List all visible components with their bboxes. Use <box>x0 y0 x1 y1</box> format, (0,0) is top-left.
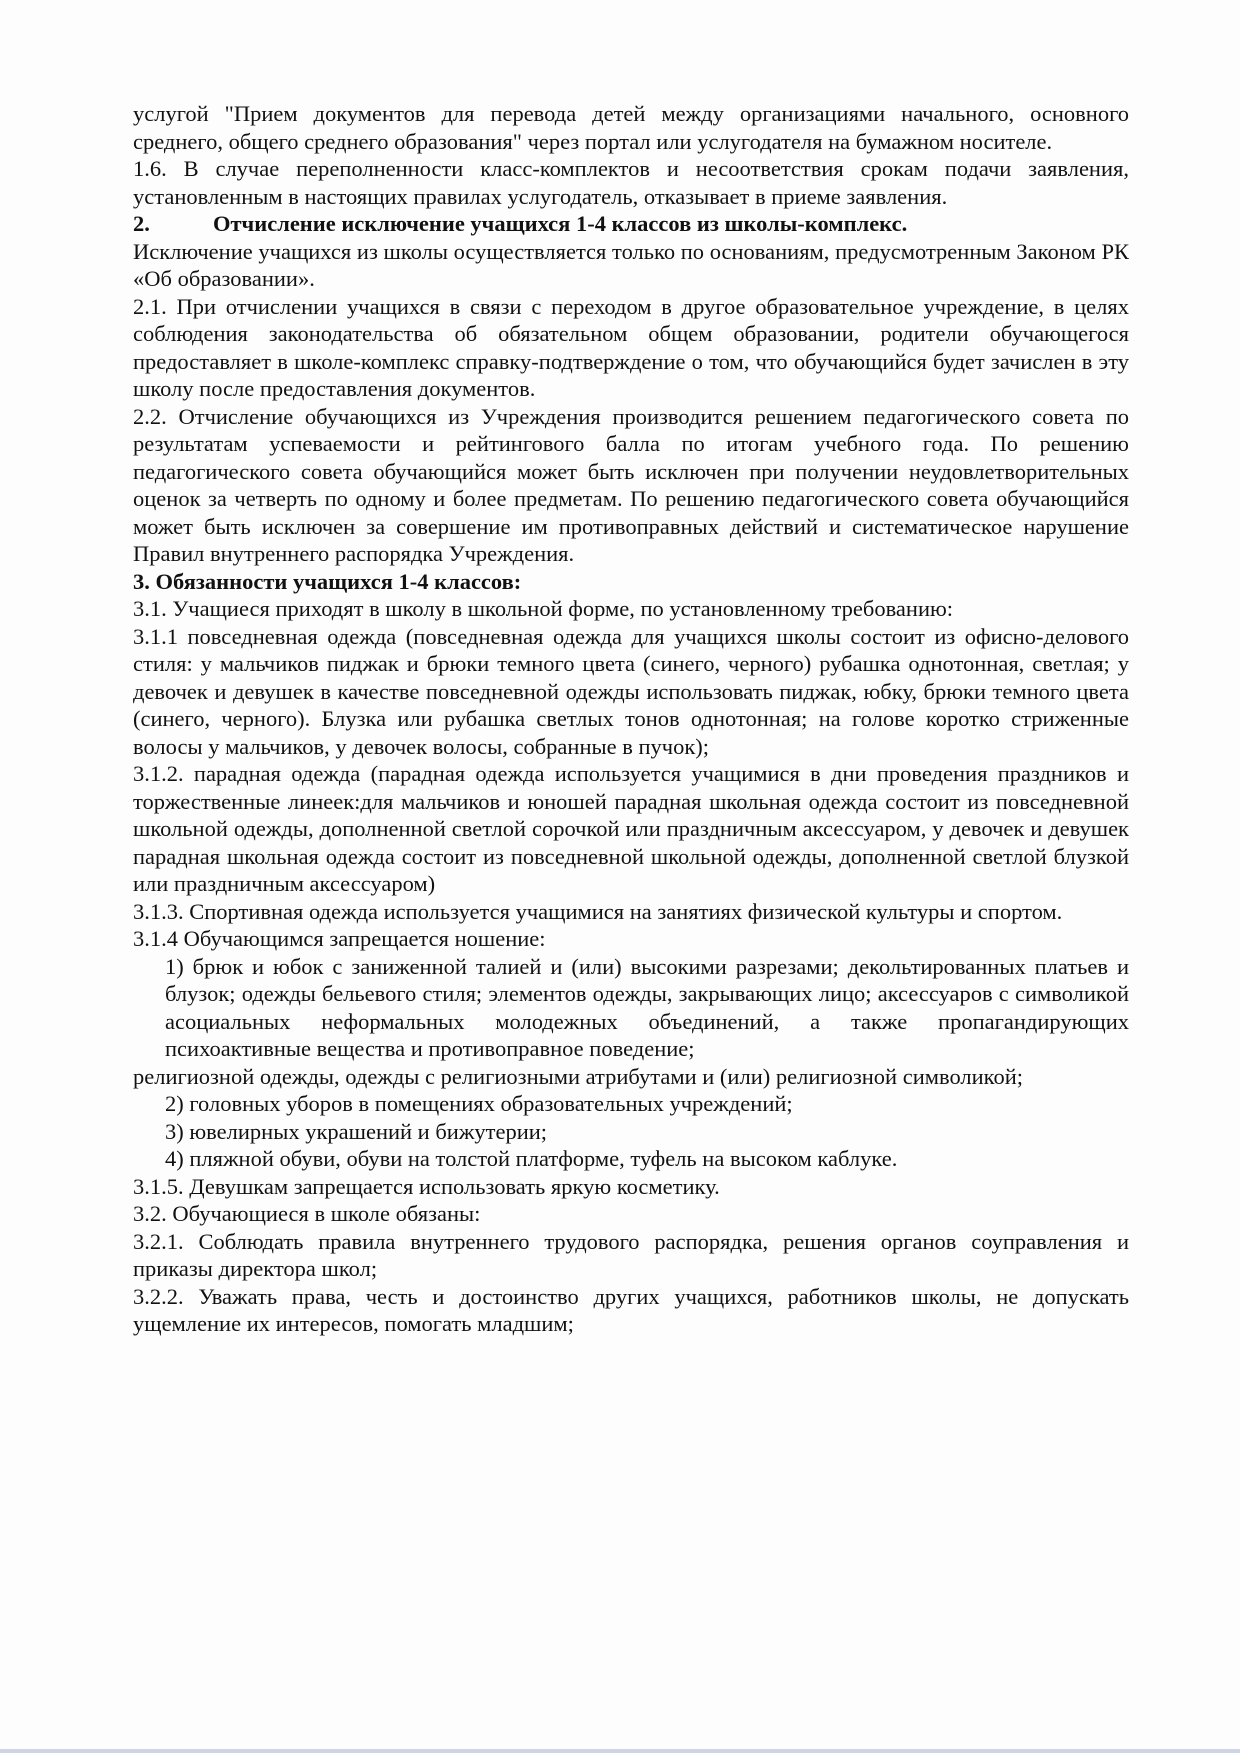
section-2-number: 2. <box>133 211 150 236</box>
paragraph-religious: религиозной одежды, одежды с религиозными атрибутами и (или) религиозной символикой; <box>133 1063 1024 1089</box>
list-item-4: 4) пляжной обуви, обуви на толстой платформе, туфель на высоком каблуке. <box>165 1146 898 1171</box>
list-item-3: 3) ювелирных украшений и бижутерии; <box>165 1118 548 1144</box>
paragraph-2-2: 2.2. Отчисление обучающихся из Учреждения производится решением педагогического совета по результатам успеваемости и рейтингового балла по итогам учебного года. По решению педагогического совета обучающийся может быть исключен при получении неудовлетворительных оценок за четверть по одному и более предметам. По решению педагогического совета обучающийся может быть исключен за совершение им противоправных действий и систематическое нарушение Правил внутреннего распорядка Учреждения. <box>133 403 1129 566</box>
paragraph-3-2-2: 3.2.2. Уважать права, честь и достоинство других учащихся, работников школы, не допускать ущемление их интересов, помогать младшим; <box>133 1283 1129 1336</box>
document-body <box>133 100 1129 1338</box>
paragraph-3-2: 3.2. Обучающиеся в школе обязаны: <box>133 1201 481 1226</box>
section-2-heading <box>133 210 1129 238</box>
list-item-2: 2) головных уборов в помещениях образовательных учреждений; <box>165 1091 793 1116</box>
paragraph-3-1: 3.1. Учащиеся приходят в школу в школьной форме, по установленному требованию: <box>133 596 954 621</box>
paragraph-exclusion: Исключение учащихся из школы осуществляется только по основаниям, предусмотренным Законом РК «Об образовании». <box>133 238 1129 291</box>
paragraph-3-1-4: 3.1.4 Обучающимся запрещается ношение: <box>133 926 546 951</box>
paragraph-3-1-5: 3.1.5. Девушкам запрещается использовать яркую косметику. <box>133 1173 720 1199</box>
paragraph-3-1-3: 3.1.3. Спортивная одежда используется учащимися на занятиях физической культуры и спортом. <box>133 898 1063 924</box>
scan-bottom-edge <box>0 1749 1240 1753</box>
paragraph-3-1-2: 3.1.2. парадная одежда (парадная одежда используется учащимися в дни проведения праздников и торжественные линеек:для мальчиков и юношей парадная школьная одежда состоит из повседневной школьной одежды, дополненной светлой сорочкой или праздничным аксессуаром, у девочек и девушек парадная школьная одежда состоит из повседневной школьной одежды, дополненной светлой блузкой или праздничным аксессуаром) <box>133 761 1129 896</box>
paragraph-3-2-1: 3.2.1. Соблюдать правила внутреннего трудового распорядка, решения органов соуправления и приказы директора школ; <box>133 1228 1129 1281</box>
paragraph-1-6: 1.6. В случае переполненности класс-комплектов и несоответствия срокам подачи заявления, установленным в настоящих правилах услугодатель, отказывает в приеме заявления. <box>133 156 1129 209</box>
paragraph-3-1-1: 3.1.1 повседневная одежда (повседневная одежда для учащихся школы состоит из офисно-делового стиля: у мальчиков пиджак и брюки темного цвета (синего, черного) рубашка однотонная, светлая; у девочек и девушек в качестве повседневной одежды использовать пиджак, юбку, брюки темного цвета (синего, черного). Блузка или рубашка светлых тонов однотонная; на голове коротко стриженные волосы у мальчиков, у девочек волосы, собранные в пучок); <box>133 623 1129 759</box>
paragraph-2-1: 2.1. При отчислении учащихся в связи с переходом в другое образовательное учреждение, в целях соблюдения законодательства об обязательном общем образовании, родители обучающегося предоставляет в школе-комплекс справку-подтверждение о том, что обучающийся будет зачислен в эту школу после предоставления документов. <box>133 293 1129 401</box>
list-item-1: 1) брюк и юбок с заниженной талией и (или) высокими разрезами; декольтированных платьев и блузок; одежды бельевого стиля; элементов одежды, закрывающих лицо; аксессуаров с символикой асоциальных неформальных молодежных объединений, а также пропагандирующих психоактивные вещества и противоправное поведение; <box>165 953 1129 1061</box>
paragraph-service: услугой "Прием документов для перевода детей между организациями начального, основного среднего, общего среднего образования" через портал или услугодателя на бумажном носителе. <box>133 101 1129 154</box>
section-3-heading: 3. Обязанности учащихся 1-4 классов: <box>133 568 522 594</box>
section-2-title: Отчисление исключение учащихся 1-4 классов из школы-комплекс. <box>213 211 908 236</box>
